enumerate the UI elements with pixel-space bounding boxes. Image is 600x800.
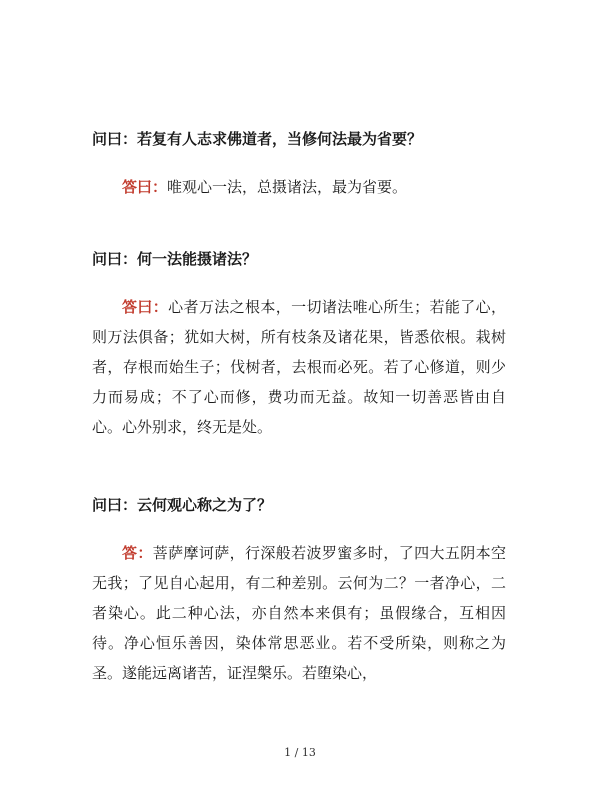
- page-number: 1 / 13: [284, 746, 316, 759]
- answer-3: [92, 538, 506, 688]
- answer-3-text: 菩萨摩诃萨，行深般若波罗蜜多时，了四大五阴本空无我；了见自心起用，有二种差别。云何为二？一者净心，二者染心。此二种心法，亦自然本来俱有；虽假缘合，互相因待。净心恒乐善因，染体常思恶业。若不受所染，则称之为圣。遂能远离诸苦，证涅槃乐。若堕染心，: [92, 544, 506, 682]
- answer-1: [92, 172, 506, 202]
- answer-2-text: 心者万法之根本，一切诸法唯心所生；若能了心，则万法俱备；犹如大树，所有枝条及诸花果，皆悉依根。栽树者，存根而始生子；伐树者，去根而必死。若了心修道，则少力而易成；不了心而修，费功而无益。故知一切善恶皆由自心。心外别求，终无是处。: [92, 298, 506, 436]
- answer-3-tag: 答：: [122, 544, 153, 562]
- question-1: 问曰：若复有人志求佛道者，当修何法最为省要？: [92, 130, 423, 148]
- question-3: 问曰：云何观心称之为了？: [92, 496, 273, 514]
- answer-1-text: 唯观心一法，总摄诸法，最为省要。: [167, 178, 408, 196]
- answer-2: [92, 292, 506, 442]
- answer-2-tag: 答曰：: [122, 298, 169, 316]
- question-2: 问曰：何一法能摄诸法？: [92, 250, 258, 268]
- answer-1-tag: 答曰：: [122, 178, 168, 196]
- page-content: [92, 124, 506, 688]
